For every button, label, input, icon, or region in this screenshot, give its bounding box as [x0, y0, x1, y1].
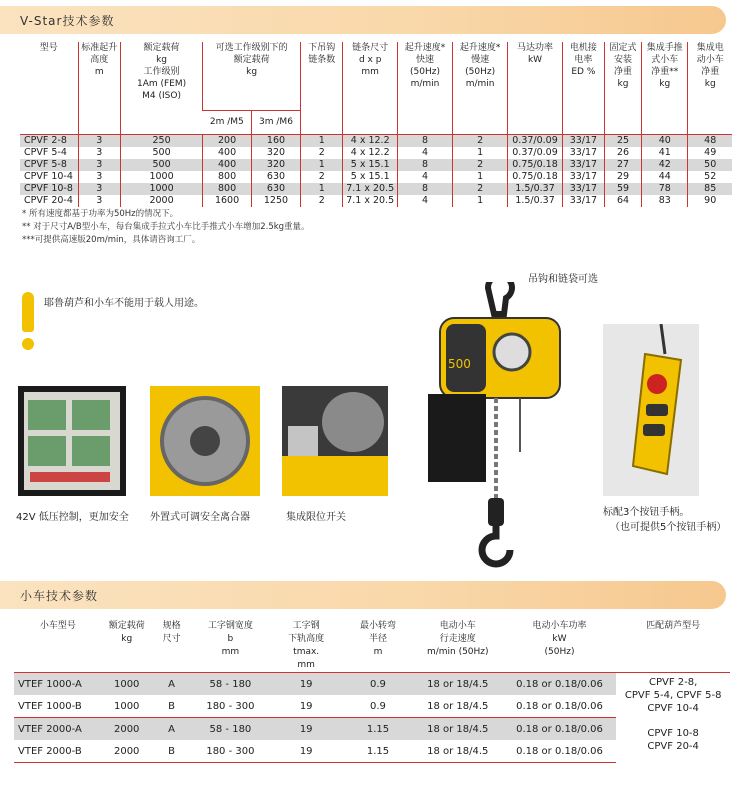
col-rated-load: 额定载荷 kg 工作级别 1Am (FEM) M4 (ISO): [120, 42, 202, 134]
photo-pendant: [603, 324, 699, 496]
trolley-cell: A: [152, 718, 192, 741]
spec-cell: 1600: [203, 195, 252, 207]
trolley-row: [14, 673, 730, 696]
pendant-caption-2: （也可提供5个按钮手柄）: [610, 522, 727, 533]
spec-section-title: V-Star技术参数: [20, 14, 115, 28]
spec-row: [20, 134, 732, 147]
spec-cell: 3: [78, 171, 120, 183]
spec-cell: 3: [78, 147, 120, 159]
trolley-cell: A: [152, 673, 192, 696]
spec-cell: 160: [251, 134, 300, 147]
warning-icon: [20, 292, 36, 352]
col-motor-power: 马达功率 kW: [508, 42, 563, 134]
spec-cell: 41: [642, 147, 688, 159]
matching-hoist-cell: [616, 718, 730, 763]
spec-cell: 1.5/0.37: [508, 195, 563, 207]
spec-cell: 4 x 12.2: [343, 134, 397, 147]
spec-cell: 500: [120, 159, 202, 171]
spec-row: [20, 147, 732, 159]
spec-cell: 1: [453, 195, 508, 207]
spec-cell: 1000: [120, 183, 202, 195]
matching-hoist-model: CPVF 20-4: [647, 741, 699, 752]
trolley-cell: 1000: [102, 673, 152, 696]
spec-cell: 2: [301, 195, 343, 207]
spec-cell: 44: [642, 171, 688, 183]
spec-cell: 0.37/0.09: [508, 134, 563, 147]
spec-cell: 4 x 12.2: [343, 147, 397, 159]
spec-cell: 3: [78, 159, 120, 171]
spec-cell: 50: [688, 159, 732, 171]
trolley-cell: B: [152, 740, 192, 763]
col-optional-load: 可选工作级别下的 额定载荷 kg: [203, 42, 301, 110]
col-slow-speed: 起升速度* 慢速 (50Hz) m/min: [453, 42, 508, 134]
col-lift-height: 标准起升 高度 m: [78, 42, 120, 134]
spec-cell: 7.1 x 20.5: [343, 195, 397, 207]
spec-cell: 2: [301, 147, 343, 159]
spec-cell: CPVF 5-4: [24, 146, 67, 158]
trolley-cell: 18 or 18/4.5: [413, 695, 503, 718]
col-trolley-load: 额定载荷 kg: [102, 614, 152, 673]
spec-cell: 4: [397, 147, 452, 159]
spec-cell: 90: [688, 195, 732, 207]
trolley-cell: 0.9: [343, 673, 413, 696]
col-chain-size: 链条尺寸 d x p mm: [343, 42, 397, 134]
caption-limit-switch: 集成限位开关: [286, 512, 346, 523]
trolley-cell: 0.18 or 0.18/0.06: [503, 673, 617, 696]
note-1: * 所有速度都基于功率为50Hz的情况下。: [22, 209, 179, 219]
spec-cell: 42: [642, 159, 688, 171]
spec-cell: 7.1 x 20.5: [343, 183, 397, 195]
note-2: ** 对于尺寸A/B型小车，每台集成手拉式小车比手推式小车增加2.5kg重量。: [22, 222, 310, 232]
spec-row: [20, 183, 732, 195]
spec-cell: 59: [604, 183, 641, 195]
spec-cell: 630: [251, 183, 300, 195]
trolley-cell: 2000: [102, 740, 152, 763]
spec-cell: 2: [453, 183, 508, 195]
spec-cell: 2: [301, 171, 343, 183]
spec-cell: 5 x 15.1: [343, 159, 397, 171]
photo-limit-switch: [282, 386, 388, 496]
trolley-cell: 1.15: [343, 718, 413, 741]
spec-cell: 400: [203, 147, 252, 159]
spec-cell: 500: [120, 147, 202, 159]
spec-cell: 33/17: [562, 159, 604, 171]
spec-cell: 1.5/0.37: [508, 183, 563, 195]
up-button-icon: [646, 404, 668, 416]
trolley-cell: VTEF 2000-A: [14, 718, 102, 741]
spec-cell: 27: [604, 159, 641, 171]
trolley-cell: 18 or 18/4.5: [413, 740, 503, 763]
spec-cell: 0.37/0.09: [508, 147, 563, 159]
spec-cell: 1: [301, 159, 343, 171]
spec-cell: 250: [120, 134, 202, 147]
trolley-cell: VTEF 2000-B: [14, 740, 102, 763]
spec-cell: 630: [251, 171, 300, 183]
trolley-cell: 180 - 300: [192, 740, 270, 763]
spec-row: [20, 171, 732, 183]
trolley-cell: 180 - 300: [192, 695, 270, 718]
spec-section-header: [0, 6, 726, 34]
matching-hoist-cell: [616, 673, 730, 718]
col-electric-weight: 集成电 动小车 净重 kg: [688, 42, 732, 134]
spec-cell: CPVF 10-8: [20, 183, 78, 195]
spec-cell: 48: [688, 134, 732, 147]
spec-cell: 200: [203, 134, 252, 147]
spec-cell: CPVF 5-8: [20, 159, 78, 171]
trolley-cell: 0.18 or 0.18/0.06: [503, 740, 617, 763]
spec-cell: 1: [453, 171, 508, 183]
spec-cell: 1: [453, 147, 508, 159]
spec-cell: 25: [604, 134, 641, 147]
hoist-illustration: [420, 282, 570, 572]
caption-low-voltage: 42V 低压控制，更加安全: [16, 512, 129, 523]
spec-cell: 49: [688, 147, 732, 159]
down-button-icon: [643, 424, 665, 436]
trolley-cell: 19: [269, 695, 343, 718]
matching-hoist-model: CPVF 10-8: [647, 728, 699, 739]
spec-cell: 5 x 15.1: [343, 171, 397, 183]
spec-cell: 2: [453, 134, 508, 147]
spec-cell: 4: [397, 195, 452, 207]
trolley-cell: 58 - 180: [192, 718, 270, 741]
trolley-cell: 0.18 or 0.18/0.06: [503, 695, 617, 718]
matching-hoist-model: CPVF 10-4: [647, 702, 699, 714]
col-matching-hoist: 匹配葫芦型号: [616, 614, 730, 673]
spec-cell: 64: [604, 195, 641, 207]
hoist-badge: 500: [448, 357, 471, 371]
trolley-table: [14, 614, 730, 763]
trolley-section-header: [0, 581, 726, 609]
photo-control-board: [18, 386, 126, 496]
spec-cell: 1000: [120, 171, 202, 183]
spec-cell: 0.75/0.18: [508, 159, 563, 171]
spec-cell: 0.75/0.18: [508, 171, 563, 183]
col-travel-speed: 电动小车 行走速度 m/min (50Hz): [413, 614, 503, 673]
note-3: ***可提供高速版20m/min，具体请咨询工厂。: [22, 235, 201, 245]
stop-button-icon: [647, 374, 667, 394]
spec-cell: 52: [688, 171, 732, 183]
matching-hoist-model: CPVF 2-8,: [649, 676, 698, 688]
matching-hoist-model: CPVF 5-4, CPVF 5-8: [624, 689, 722, 701]
col-m5: 2m /M5: [203, 110, 252, 134]
trolley-cell: 1000: [102, 695, 152, 718]
col-trolley-power: 电动小车功率 kW (50Hz): [503, 614, 617, 673]
spec-cell: 2: [453, 159, 508, 171]
warning-text: 耶鲁葫芦和小车不能用于载人用途。: [44, 298, 204, 309]
spec-cell: 800: [203, 171, 252, 183]
spec-cell: 1250: [251, 195, 300, 207]
spec-cell: CPVF 10-4: [24, 170, 73, 182]
spec-cell: 4: [397, 171, 452, 183]
trolley-cell: 58 - 180: [192, 673, 270, 696]
spec-cell: 3: [78, 183, 120, 195]
spec-cell: 83: [642, 195, 688, 207]
col-trolley-model: 小车型号: [14, 614, 102, 673]
hook-caption: 吊钩和链袋可选: [528, 274, 598, 285]
spec-cell: 2000: [120, 195, 202, 207]
spec-cell: 78: [642, 183, 688, 195]
col-fast-speed: 起升速度* 快速 (50Hz) m/min: [397, 42, 452, 134]
spec-cell: 800: [203, 183, 252, 195]
spec-notes: [22, 208, 310, 247]
spec-cell: 26: [604, 147, 641, 159]
spec-cell: CPVF 2-8: [20, 134, 78, 147]
spec-cell: 320: [251, 147, 300, 159]
spec-row: [20, 159, 732, 171]
spec-cell: 8: [397, 183, 452, 195]
trolley-section-title: 小车技术参数: [20, 589, 99, 603]
col-push-weight: 集成手推 式小车 净重** kg: [642, 42, 688, 134]
col-beam-height: 工字钢 下轨高度 tmax. mm: [269, 614, 343, 673]
spec-cell: 3: [78, 134, 120, 147]
trolley-cell: 19: [269, 673, 343, 696]
spec-cell: 400: [203, 159, 252, 171]
col-trolley-size: 规格 尺寸: [152, 614, 192, 673]
trolley-cell: 0.18 or 0.18/0.06: [503, 718, 617, 741]
col-model: 型号: [20, 42, 78, 134]
col-turn-radius: 最小转弯 半径 m: [343, 614, 413, 673]
trolley-cell: 1.15: [343, 740, 413, 763]
trolley-cell: 2000: [102, 718, 152, 741]
trolley-cell: VTEF 1000-A: [14, 673, 102, 696]
trolley-cell: 0.9: [343, 695, 413, 718]
trolley-row: [14, 718, 730, 741]
spec-cell: 33/17: [562, 183, 604, 195]
pendant-caption-1: 标配3个按钮手柄。: [603, 507, 690, 518]
col-beam-width: 工字钢宽度 b mm: [192, 614, 270, 673]
spec-cell: 33/17: [562, 147, 604, 159]
col-m6: 3m /M6: [251, 110, 300, 134]
spec-cell: 8: [397, 134, 452, 147]
col-fixed-weight: 固定式 安装 净重 kg: [604, 42, 641, 134]
trolley-cell: VTEF 1000-B: [14, 695, 102, 718]
spec-cell: 1: [301, 183, 343, 195]
spec-cell: 29: [604, 171, 641, 183]
spec-row: [20, 195, 732, 207]
spec-cell: 320: [251, 159, 300, 171]
trolley-cell: 18 or 18/4.5: [413, 718, 503, 741]
spec-cell: 8: [397, 159, 452, 171]
spec-cell: 40: [642, 134, 688, 147]
trolley-cell: 19: [269, 740, 343, 763]
trolley-cell: 19: [269, 718, 343, 741]
spec-cell: 3: [78, 195, 120, 207]
trolley-cell: 18 or 18/4.5: [413, 673, 503, 696]
spec-cell: 1: [301, 134, 343, 147]
spec-table: [20, 42, 732, 207]
trolley-cell: B: [152, 695, 192, 718]
col-chain-falls: 下吊钩 链条数: [301, 42, 343, 134]
spec-cell: 33/17: [562, 195, 604, 207]
photo-clutch: [150, 386, 260, 496]
spec-cell: 33/17: [562, 134, 604, 147]
spec-cell: CPVF 20-4: [24, 194, 73, 206]
spec-cell: 85: [688, 183, 732, 195]
caption-clutch: 外置式可调安全离合器: [150, 512, 250, 523]
spec-cell: 33/17: [562, 171, 604, 183]
col-duty: 电机接 电率 ED %: [562, 42, 604, 134]
